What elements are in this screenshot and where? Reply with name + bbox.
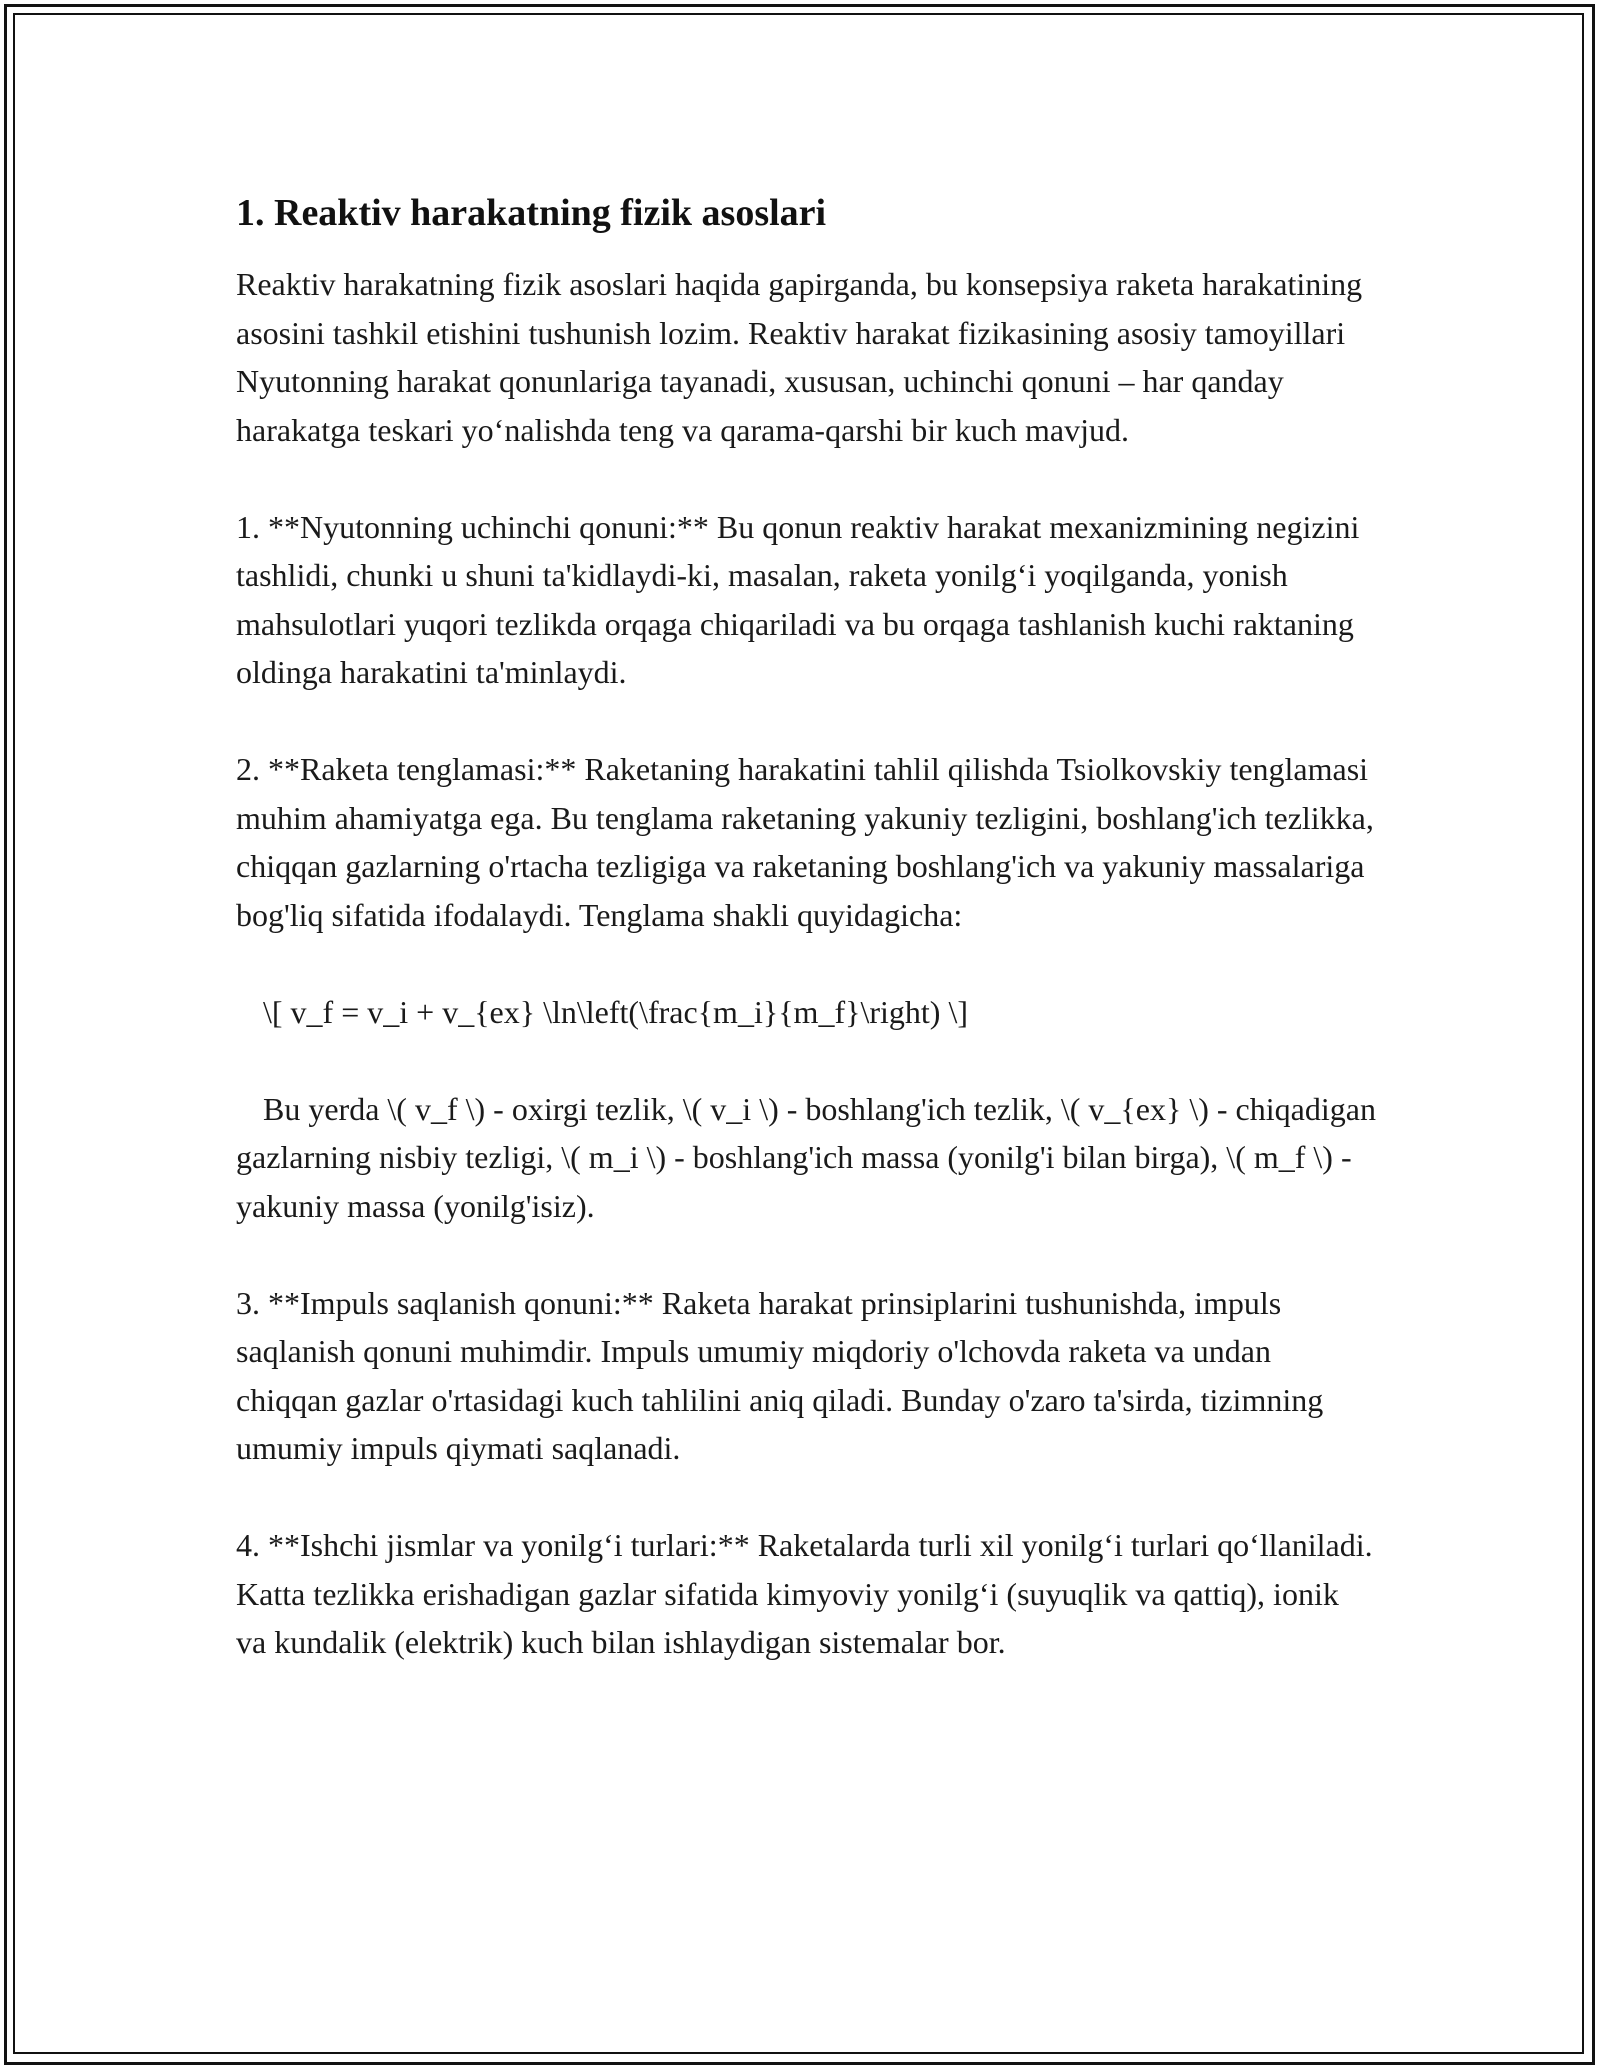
section-title: 1. Reaktiv harakatning fizik asoslari xyxy=(236,192,827,234)
list-item-rocket-equation: 2. **Raketa tenglamasi:** Raketaning harakatini tahlil qilishda Tsiolkovskiy tenglamasi muhim ahamiyatga ega. Bu tenglama raketaning yakuniy tezligini, boshlang'ich tezlikka, chiqqan gazlarning o'rtacha tezligiga va raketaning boshlang'ich va yakuniy massalariga bog'liq sifatida ifodalaydi. Tenglama shakli quyidagicha: xyxy=(236,751,1374,933)
document-body xyxy=(236,186,1376,1715)
rocket-equation-formula: \[ v_f = v_i + v_{ex} \ln\left(\frac{m_i}{m_f}\right) \] xyxy=(263,993,968,1030)
formula-explanation: Bu yerda \( v_f \) - oxirgi tezlik, \( v_i \) - boshlang'ich tezlik, \( v_{ex} \) - chiqadigan gazlarning nisbiy tezligi, \( m_i \) - boshlang'ich massa (yonilg'i bilan birga), \( m_f \) - yakuniy massa (yonilg'isiz). xyxy=(236,1090,1376,1224)
intro-paragraph: Reaktiv harakatning fizik asoslari haqida gapirganda, bu konsepsiya raketa harakatining asosini tashkil etishini tushunish lozim. Reaktiv harakat fizikasining asosiy tamoyillari Nyutonning harakat qonunlariga tayanadi, xususan, uchinchi qonuni – har qanday harakatga teskari yo‘nalishda teng va qarama-qarshi bir kuch mavjud. xyxy=(236,266,1363,448)
list-item-propellant-types: 4. **Ishchi jismlar va yonilg‘i turlari:** Raketalarda turli xil yonilg‘i turlari qo‘llaniladi. Katta tezlikka erishadigan gazlar sifatida kimyoviy yonilg‘i (suyuqlik va qattiq), ionik va kundalik (elektrik) kuch bilan ishlaydigan sistemalar bor. xyxy=(236,1527,1373,1660)
list-item-momentum-conservation: 3. **Impuls saqlanish qonuni:** Raketa harakat prinsiplarini tushunishda, impuls saqlanish qonuni muhimdir. Impuls umumiy miqdoriy o'lchovda raketa va undan chiqqan gazlar o'rtasidagi kuch tahlilini aniq qiladi. Bunday o'zaro ta'sirda, tizimning umumiy impuls qiymati saqlanadi. xyxy=(236,1284,1324,1466)
list-item-newton-third-law: 1. **Nyutonning uchinchi qonuni:** Bu qonun reaktiv harakat mexanizmining negizini tashlidi, chunki u shuni ta'kidlaydi-ki, masalan, raketa yonilg‘i yoqilganda, yonish mahsulotlari yuqori tezlikda orqaga chiqariladi va bu orqaga tashlanish kuchi raktaning oldinga harakatini ta'minlaydi. xyxy=(236,508,1360,690)
